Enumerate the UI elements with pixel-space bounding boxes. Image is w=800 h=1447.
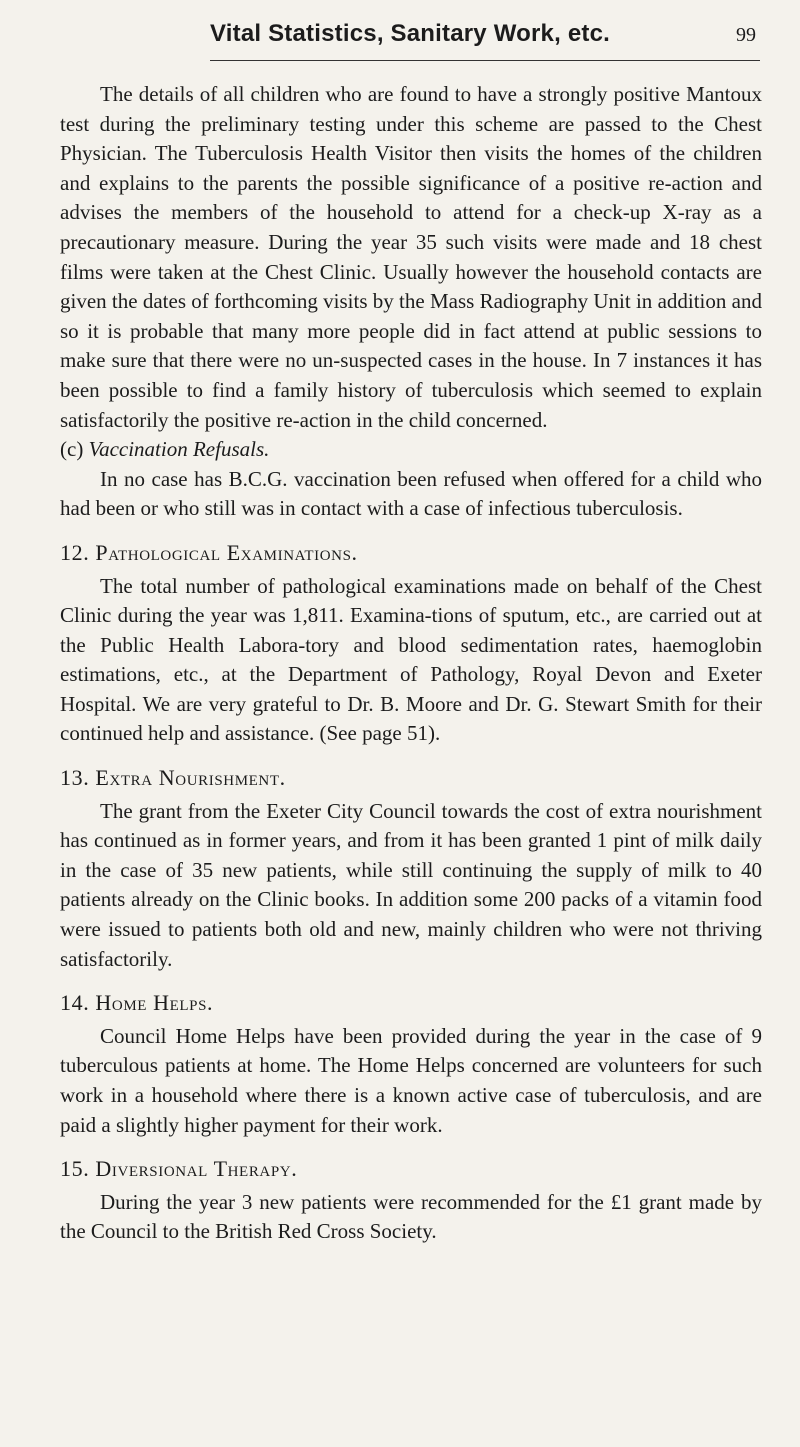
section-paragraph: The grant from the Exeter City Council towards the cost of extra nourishment has continued as in former years, and from it has been granted 1 pint of milk daily in the case of 35 new patients, while still continuing the supply of milk to 40 patients already on the Clinic books. In addition some 200 packs of a vitamin food were issued to patients both old and new, mainly children who were not thriving satisfactorily. <box>60 798 762 971</box>
section-pathological-examinations <box>60 538 762 749</box>
section-paragraph: Council Home Helps have been provided during the year in the case of 9 tuberculous patients at home. The Home Helps concerned are volunteers for such work in a household where there is a known active case of tuberculosis, and are paid a slightly higher payment for their work. <box>60 1023 762 1137</box>
running-title: Vital Statistics, Sanitary Work, etc. <box>209 20 610 47</box>
section-home-helps <box>60 988 762 1140</box>
subsection-title: Vaccination Refusals. <box>88 437 270 462</box>
intro-paragraph: The details of all children who are found to have a strongly positive Mantoux test during the preliminary testing under this scheme are passed to the Chest Physician. The Tuberculosis Health Visitor then visits the homes of the children and explains to the parents the possible significance of a positive re-action and advises the members of the household to attend for a check-up X-ray as a precautionary measure. During the year 35 such visits were made and 18 chest films were taken at the Chest Clinic. Usually however the household contacts are given the dates of forthcoming visits by the Mass Radiography Unit in addition and so it is probable that many more people did in fact attend at public sessions to make sure that there were no un-suspected cases in the house. In 7 instances it has been possible to find a family history of tuberculosis which seemed to explain satisfactorily the positive re-action in the child concerned. <box>60 82 762 432</box>
header-rule <box>210 60 760 61</box>
section-paragraph: During the year 3 new patients were recommended for the £1 grant made by the Council to the British Red Cross Society. <box>60 1189 762 1244</box>
section-diversional-therapy <box>60 1154 762 1247</box>
page-header <box>60 20 760 64</box>
section-extra-nourishment <box>60 763 762 974</box>
section-heading: 13. Extra Nourishment. <box>60 765 286 791</box>
page-body <box>60 80 762 1247</box>
section-heading: 14. Home Helps. <box>60 990 214 1016</box>
section-heading: 12. Pathological Examinations. <box>60 539 358 565</box>
vaccination-paragraph: In no case has B.C.G. vaccination been refused when offered for a child who had been or who still was in contact with a case of infectious tuberculosis. <box>60 466 762 521</box>
section-paragraph: The total number of pathological examinations made on behalf of the Chest Clinic during the year was 1,811. Examina-tions of sputum, etc., are carried out at the Public Health Labora-tory and blood sedimentation rates, haemoglobin estimations, etc., at the Department of Pathology, Royal Devon and Exeter Hospital. We are very grateful to Dr. B. Moore and Dr. G. Stewart Smith for their continued help and assistance. (See page 51). <box>60 573 762 746</box>
page-number: 99 <box>736 24 756 46</box>
vaccination-refusals-heading <box>60 435 762 465</box>
subsection-marker: (c) <box>60 437 84 462</box>
section-heading: 15. Diversional Therapy. <box>60 1156 298 1182</box>
